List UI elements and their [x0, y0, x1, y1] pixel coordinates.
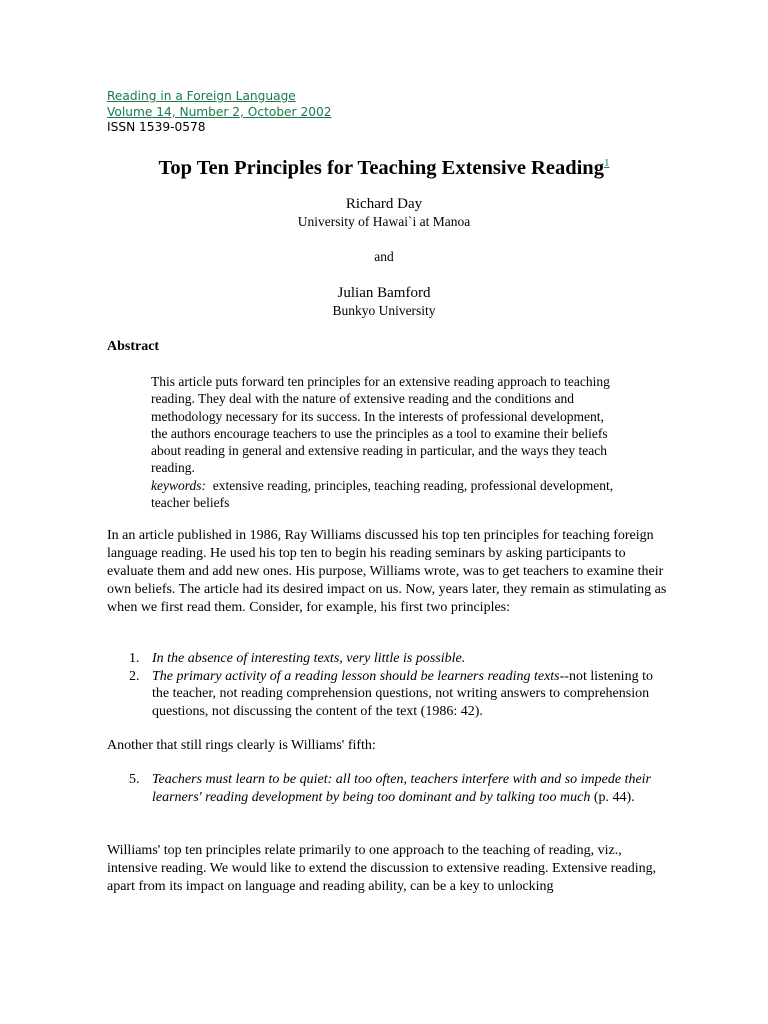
abstract-heading: Abstract [107, 339, 160, 354]
abstract-text: This article puts forward ten principles for an extensive reading approach to teaching reading. They deal with the nature of extensive reading and the conditions and methodology necessary for its success. In the interests of professional development, the authors encourage teachers to use the principles as a tool to examine their beliefs about reading in general and extensive reading in particular, and the ways they teach reading. [151, 374, 610, 476]
author-1-affiliation: University of Hawai`i at Manoa [297, 214, 471, 229]
author-conjunction: and [374, 249, 394, 264]
list-item [107, 668, 667, 721]
list-item [107, 771, 667, 806]
principles-list-2 [107, 771, 667, 806]
body-paragraph-1: In an article published in 1986, Ray Williams discussed his top ten principles for teaching foreign language reading. He used his top ten to begin his reading seminars by asking participants to evaluate them and add new ones. His purpose, Williams wrote, was to get teachers to examine their own beliefs. The article had its desired impact on us. Now, years later, they remain as stimulating as when we first read them. Consider, for example, his first two principles: [107, 528, 667, 615]
abstract-body [151, 373, 621, 511]
body-paragraph-3: Williams' top ten principles relate primarily to one approach to the teaching of reading, viz., intensive reading. We would like to extend the discussion to extensive reading. Extensive reading, apart from its impact on language and reading ability, can be a key to unlocking [107, 843, 657, 894]
volume-link[interactable]: Volume 14, Number 2, October 2002 [107, 104, 332, 119]
journal-link[interactable]: Reading in a Foreign Language [107, 89, 296, 103]
list-item-plain: --not listening to the teacher, not reading comprehension questions, not writing answers to comprehension questions, not discussing the content of the text (1986: 42). [152, 668, 653, 719]
footnote-ref [604, 151, 610, 170]
title-text: Top Ten Principles for Teaching Extensive Reading [158, 156, 604, 179]
author-2-affiliation: Bunkyo University [332, 303, 436, 318]
principles-list-1 [107, 650, 667, 720]
footnote-link[interactable]: 1 [603, 157, 610, 169]
list-item-number: 5. [129, 772, 140, 787]
body-paragraph-2: Another that still rings clearly is Williams' fifth: [107, 738, 376, 753]
list-item-number: 1. [129, 651, 140, 666]
author-2-name: Julian Bamford [337, 285, 431, 301]
issn-text: ISSN 1539-0578 [107, 120, 206, 134]
page-title [0, 151, 768, 180]
list-item-plain: (p. 44). [590, 789, 635, 805]
journal-header [107, 89, 331, 136]
list-item [107, 650, 667, 668]
author-1-name: Richard Day [345, 196, 423, 212]
list-item-italic: The primary activity of a reading lesson should be learners reading texts [152, 668, 560, 684]
list-item-italic: In the absence of interesting texts, very little is possible. [152, 651, 466, 666]
keywords-text: extensive reading, principles, teaching reading, professional development, teacher beliefs [151, 477, 614, 511]
list-item-italic: Teachers must learn to be quiet: all too often, teachers interfere with and so impede their learners' reading development by being too dominant and by talking too much [152, 772, 652, 805]
keywords-label: keywords: [151, 477, 206, 493]
list-item-number: 2. [129, 668, 140, 684]
